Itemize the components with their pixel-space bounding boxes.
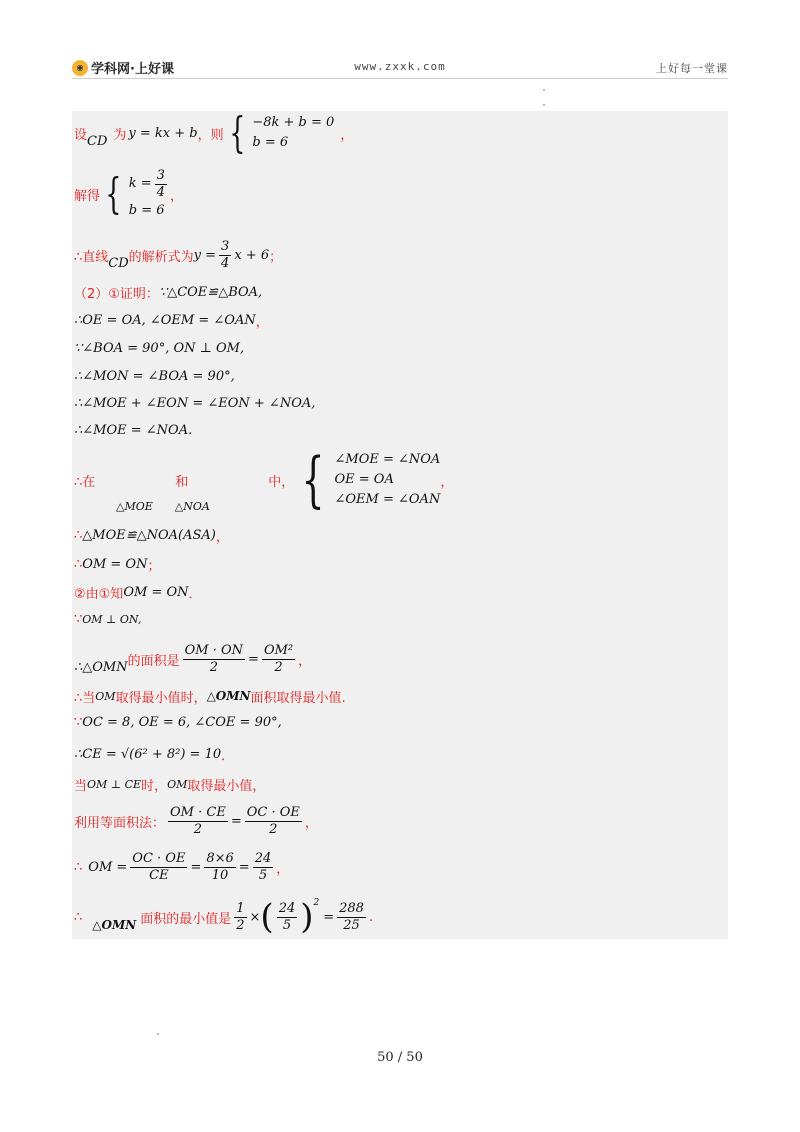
- math: △OMN: [206, 689, 251, 703]
- math: OM = ON: [123, 584, 189, 600]
- text: ．: [188, 586, 202, 602]
- math: =: [248, 651, 259, 667]
- math: OM = ON: [82, 556, 148, 572]
- math: ∴∠MOE + ∠EON = ∠EON + ∠NOA,: [74, 395, 316, 411]
- text: ∵: [74, 611, 83, 627]
- line-22: [74, 895, 373, 939]
- math: y = kx + b: [128, 125, 198, 141]
- page-number: 50 / 50: [377, 1050, 423, 1065]
- line-20: [74, 799, 318, 843]
- text: 利用等面积法：: [74, 815, 166, 831]
- line-16: [74, 685, 346, 707]
- text: ，: [255, 314, 269, 330]
- equation-system: [100, 168, 170, 221]
- text: 取得最小值时，: [115, 690, 207, 706]
- math: =: [323, 909, 335, 925]
- text: 为: [113, 127, 127, 143]
- math: ∠OEM = ∠OAN: [334, 492, 441, 507]
- text: ∴: [74, 556, 83, 572]
- math: ×: [249, 909, 261, 925]
- text: ∵: [74, 714, 83, 730]
- line-17: [74, 711, 282, 733]
- math: CD: [108, 255, 129, 271]
- math: y =: [193, 247, 217, 263]
- text: ∴: [74, 909, 83, 925]
- line-21: [74, 845, 289, 889]
- paren: ): [300, 897, 314, 937]
- math: OM =: [88, 859, 128, 875]
- text: ，: [215, 529, 229, 545]
- math: =: [190, 859, 202, 875]
- math: b = 6: [252, 135, 289, 150]
- fraction: $\frac{3}{4}$: [221, 238, 230, 271]
- math: ∴△OMN: [74, 659, 128, 675]
- text: ，则: [197, 127, 224, 143]
- line-5: [74, 309, 269, 331]
- text: 的面积是: [127, 653, 180, 669]
- fraction: $\frac{24}{5}$: [254, 850, 272, 883]
- text: 解得: [74, 188, 101, 204]
- text: ，: [298, 653, 312, 669]
- text: ∴在: [74, 474, 96, 490]
- fraction: $\frac{288}{25}$: [339, 900, 364, 933]
- math: △OMN: [92, 918, 137, 932]
- text: ，: [440, 474, 454, 490]
- fraction: $\frac{OC \cdot OE}{CE}$: [132, 850, 186, 883]
- text: ∴: [74, 527, 83, 543]
- text: ，: [276, 861, 290, 877]
- math: OM: [167, 777, 188, 791]
- line-18: [74, 741, 234, 767]
- line-11: [74, 523, 229, 547]
- fraction: $\frac{8\times 6}{10}$: [206, 850, 234, 883]
- text: ，: [304, 815, 318, 831]
- fraction: $\frac{3}{4}$: [156, 167, 165, 200]
- math: ∴CE = √(6² + 8²) = 10: [74, 746, 222, 762]
- text: （2）①证明：: [74, 286, 159, 302]
- math: △MOE≌△NOA(ASA): [82, 527, 216, 543]
- slogan: 上好每一堂课: [656, 62, 728, 75]
- math: 2: [313, 898, 320, 908]
- speck: [157, 1033, 159, 1035]
- line-3: [74, 235, 282, 275]
- math: ∵△COE≌△BOA,: [158, 284, 263, 300]
- math: ∴∠MON = ∠BOA = 90°,: [74, 368, 235, 384]
- math: OM ⊥ ON,: [82, 612, 142, 626]
- logo-icon: ◉: [72, 60, 88, 76]
- math: =: [238, 859, 250, 875]
- line-6: [74, 337, 244, 359]
- text: 设: [74, 127, 88, 143]
- line-14: [74, 608, 141, 630]
- text: 面积取得最小值.: [250, 690, 346, 706]
- line-12: [74, 553, 160, 575]
- math: ∠MOE = ∠NOA: [334, 452, 441, 467]
- text: ∴直线: [74, 249, 109, 265]
- text: 面积的最小值是: [140, 911, 232, 927]
- fraction: $\frac{\text{OM²}}{2}$: [263, 642, 294, 675]
- line-2: [74, 165, 183, 223]
- math: ∵∠BOA = 90°, ON ⊥ OM,: [74, 340, 245, 356]
- text: 中，: [268, 474, 295, 490]
- line-10-labels: [116, 497, 210, 515]
- fraction: $\frac{OC \cdot OE}{2}$: [246, 804, 300, 837]
- speck: [543, 104, 545, 106]
- equation-system: [224, 108, 335, 157]
- math: −8k + b = 0: [252, 115, 335, 130]
- math: OE = OA: [334, 472, 394, 487]
- text: 时，: [141, 778, 168, 794]
- text: 的解析式为: [128, 249, 194, 265]
- math: △NOA: [174, 499, 210, 513]
- math: CD: [87, 133, 108, 149]
- text: ，: [169, 188, 183, 204]
- line-13: [74, 581, 202, 603]
- text: ；: [147, 558, 161, 574]
- line-8: [74, 392, 315, 414]
- line-15: [74, 637, 311, 681]
- site-url: www.zxxk.com: [354, 60, 446, 73]
- fraction: $\frac{OM \cdot CE}{2}$: [170, 804, 226, 837]
- line-7: [74, 365, 235, 387]
- line-4: [74, 281, 262, 303]
- page-header: [72, 56, 728, 79]
- text: ，: [340, 127, 354, 143]
- math: ∴∠MOE = ∠NOA.: [74, 422, 193, 438]
- math: ∴OE = OA, ∠OEM = ∠OAN: [74, 312, 256, 328]
- text: ．: [221, 748, 235, 764]
- math: k =: [128, 176, 152, 191]
- text: ∴: [74, 859, 83, 875]
- text: 当: [74, 778, 88, 794]
- logo-text: 学科网·上好课: [91, 62, 174, 77]
- text: ②由①知: [74, 586, 124, 602]
- fraction: $\frac{1}{2}$: [236, 900, 245, 933]
- speck: [543, 89, 545, 91]
- fraction: $\frac{OM \cdot ON}{2}$: [184, 642, 244, 675]
- text: .: [368, 909, 374, 925]
- math: OM: [95, 689, 116, 703]
- math: =: [230, 813, 242, 829]
- brace: {: [228, 108, 246, 157]
- brace: {: [301, 445, 325, 515]
- line-1: [74, 108, 354, 157]
- text: 取得最小值，: [187, 778, 266, 794]
- math: OC = 8, OE = 6, ∠COE = 90°,: [82, 714, 282, 730]
- line-9: [74, 419, 192, 441]
- brace: {: [105, 169, 122, 218]
- text: ∴当: [74, 690, 96, 706]
- math: △MOE: [116, 499, 153, 513]
- text: 和: [175, 474, 189, 490]
- line-19: [74, 773, 265, 795]
- equation-system: [294, 445, 441, 515]
- math: x + 6: [234, 247, 270, 263]
- fraction: $\frac{24}{5}$: [278, 900, 296, 933]
- math: b = 6: [128, 202, 165, 218]
- solution-content: [72, 108, 728, 939]
- text: ；: [269, 249, 283, 265]
- math: OM ⊥ CE: [87, 777, 142, 791]
- paren: (: [260, 897, 274, 937]
